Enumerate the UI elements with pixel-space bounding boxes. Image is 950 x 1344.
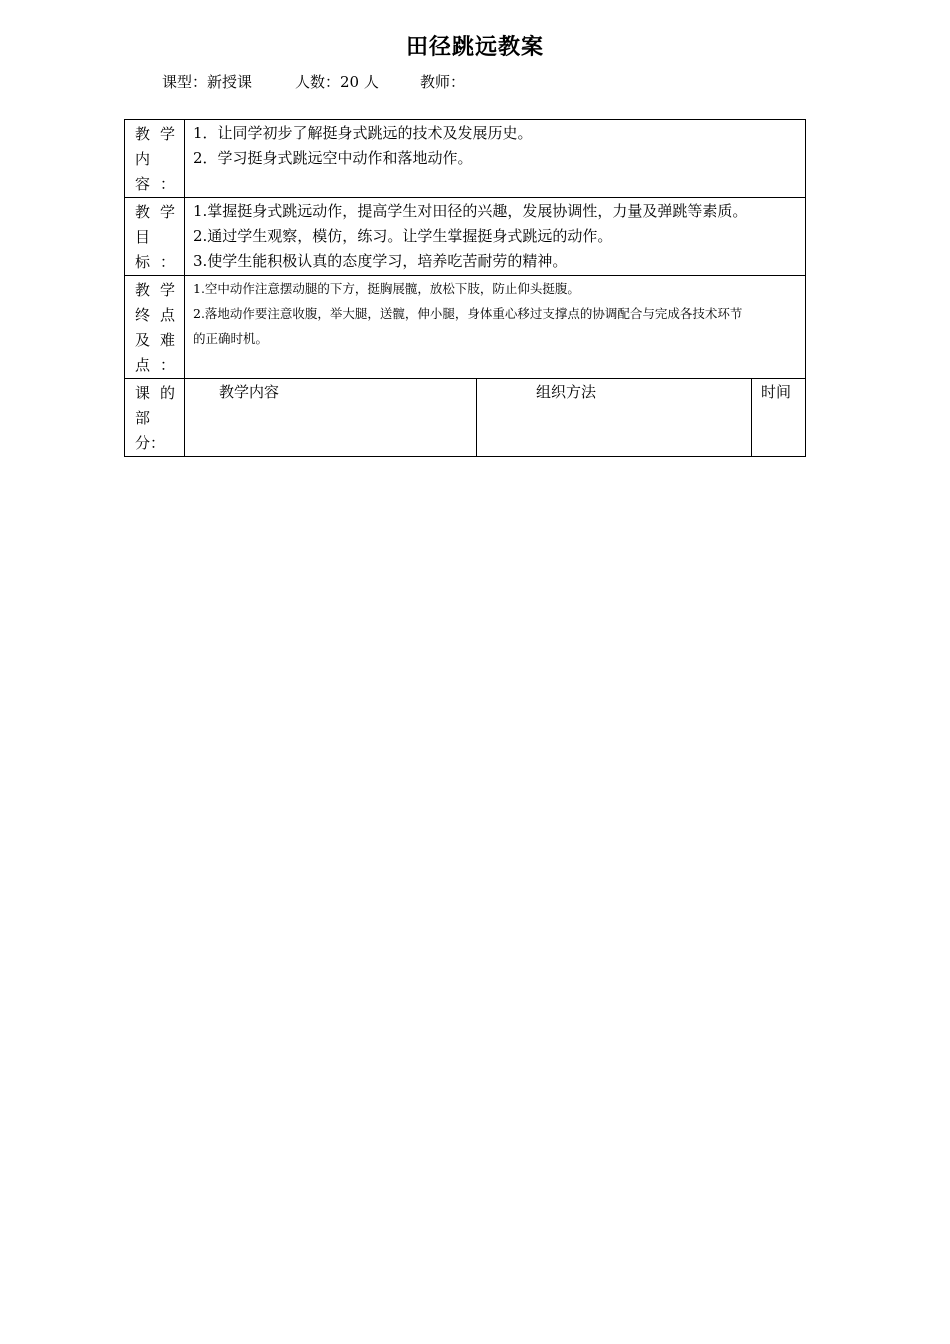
key-point-line: 1.空中动作注意摆动腿的下方，挺胸展髋，放松下肢，防止仰头挺腹。 [193, 281, 580, 296]
row-label: 教学终点及难点： [125, 276, 185, 379]
teaching-content-cell [185, 120, 806, 198]
document-title: 田径跳远教案 [405, 35, 544, 60]
lesson-type: 课型：新授课 [162, 73, 253, 91]
teaching-goals-row [125, 198, 806, 276]
row-label: 课的部分： [125, 379, 185, 457]
key-point-line: 的正确时机。 [193, 331, 269, 346]
goal-line: 2.通过学生观察，模仿，练习。让学生掌握挺身式跳远的动作。 [193, 227, 613, 245]
student-count: 人数：20 人 [295, 73, 379, 91]
key-points-row [125, 276, 806, 379]
row-label: 教学目标： [125, 198, 185, 276]
goal-line: 1.掌握挺身式跳远动作，提高学生对田径的兴趣，发展协调性，力量及弹跳等素质。 [193, 202, 748, 220]
lesson-meta [162, 71, 465, 92]
goal-line: 3.使学生能积极认真的态度学习，培养吃苦耐劳的精神。 [193, 252, 568, 270]
teacher-field: 教师： [420, 73, 466, 91]
content-line: 2．学习挺身式跳远空中动作和落地动作。 [193, 149, 473, 167]
column-header-method: 组织方法 [477, 379, 752, 457]
teaching-content-row [125, 120, 806, 198]
column-header-time: 时间 [752, 379, 806, 457]
teaching-goals-cell [185, 198, 806, 276]
content-line: 1．让同学初步了解挺身式跳远的技术及发展历史。 [193, 124, 533, 142]
lesson-plan-table [124, 119, 806, 457]
key-points-cell [185, 276, 806, 379]
lesson-parts-header-row [125, 379, 806, 457]
row-label: 教学内容： [125, 120, 185, 198]
key-point-line: 2.落地动作要注意收腹，举大腿，送髋，伸小腿，身体重心移过支撑点的协调配合与完成各技术环节 [193, 306, 743, 321]
column-header-content: 教学内容 [185, 379, 477, 457]
